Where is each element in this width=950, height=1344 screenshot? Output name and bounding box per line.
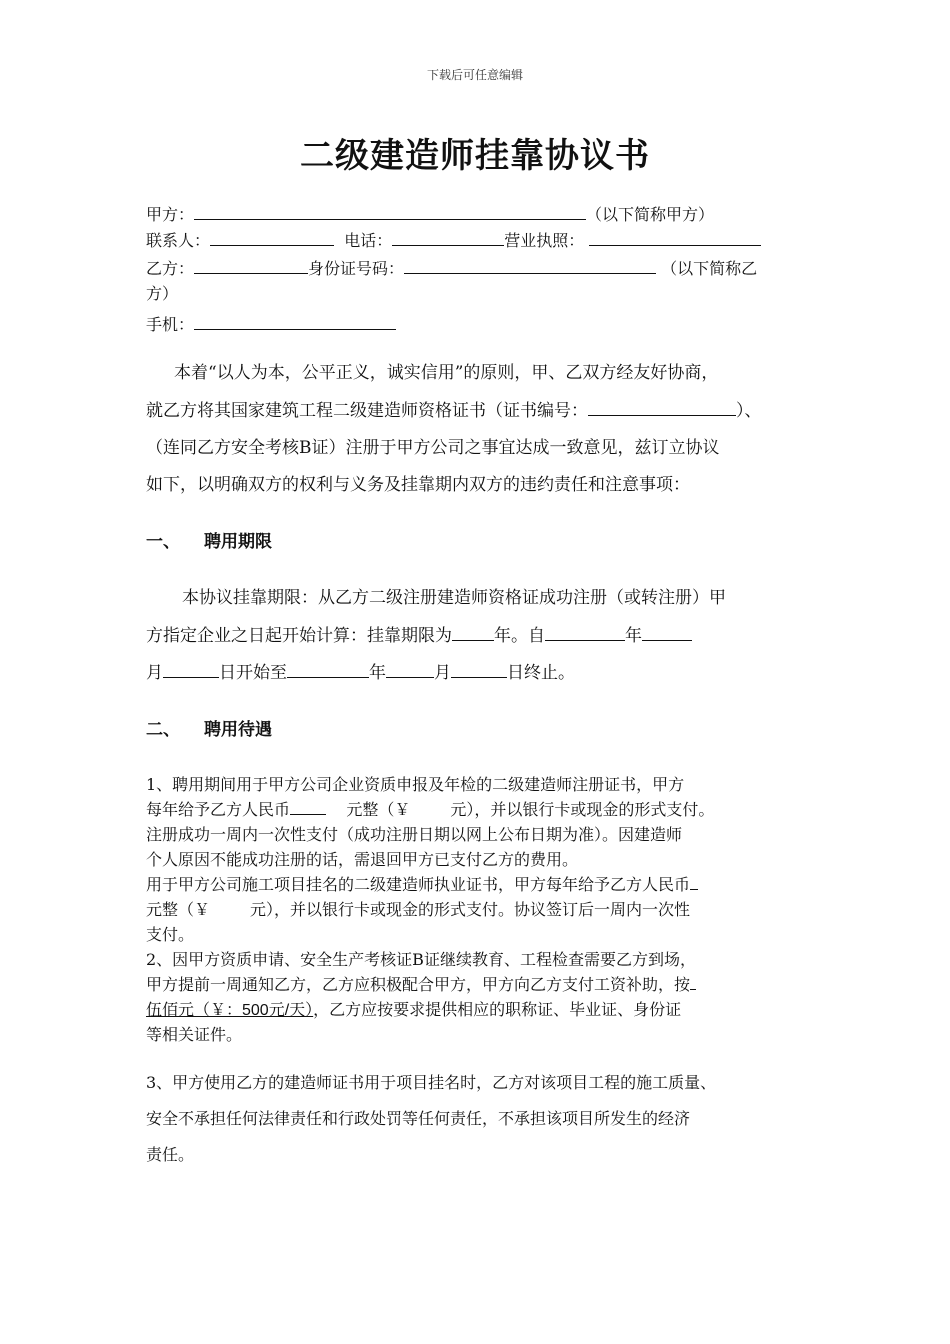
annual-fee-blank[interactable]: [290, 799, 326, 815]
end-month-blank[interactable]: [386, 662, 434, 678]
intro-line-1: 本着“以人为本，公平正义，诚实信用”的原则，甲、乙双方经友好协商，: [174, 363, 719, 383]
section-1-heading: [146, 527, 272, 552]
year-label: 年: [625, 626, 642, 646]
intro-line-2: [146, 396, 762, 421]
phone-label: 电话：: [344, 231, 393, 250]
clause-2-text-2: 甲方提前一周通知乙方，乙方应积极配合甲方，甲方向乙方支付工资补助，按: [146, 975, 691, 994]
clause-2-line-1: 2、因甲方资质申请、安全生产考核证B证继续教育、工程检查需要乙方到场，: [146, 950, 696, 969]
clause-1-text-5: 用于甲方公司施工项目挂名的二级建造师执业证书，甲方每年给予乙方人民币: [146, 875, 691, 894]
intro-line-3: （连同乙方安全考核B证）注册于甲方公司之事宜达成一致意见，兹订立协议: [146, 438, 720, 458]
clause-2-line-4: 等相关证件。: [146, 1025, 243, 1044]
mobile-label: 手机：: [146, 315, 195, 334]
clause-1-line-7: 支付。: [146, 925, 195, 944]
end-year-blank[interactable]: [287, 662, 369, 678]
id-blank[interactable]: [404, 258, 656, 274]
yuan-label: 元整（￥: [346, 800, 411, 819]
party-b-blank[interactable]: [194, 258, 308, 274]
daily-allowance-amount: 伍佰元（￥：500元/天）: [146, 1002, 314, 1019]
clause-1-line-4: 个人原因不能成功注册的话，需退回甲方已支付乙方的费用。: [146, 850, 579, 869]
page-header: 下载后可任意编辑: [426, 68, 523, 82]
clause-2-line-3: [146, 997, 681, 1020]
clause-1-line-1: 1、聘用期间用于甲方公司企业资质申报及年检的二级建造师注册证书，甲方: [146, 775, 685, 794]
year-label: 年: [494, 626, 511, 646]
clause-3-line-3: 责任。: [146, 1145, 195, 1164]
certificate-number-blank[interactable]: [588, 400, 736, 416]
clause-1-line-2: [146, 797, 714, 820]
from-label: 。自: [511, 626, 545, 646]
clause-2-blank: [690, 974, 696, 990]
clause-1-line-3: 注册成功一周内一次性支付（成功注册日期以网上公布日期为准）。因建造师: [146, 825, 683, 844]
contact-line: [146, 228, 761, 251]
end-day-blank[interactable]: [451, 662, 507, 678]
section-1-title: 聘用期限: [204, 532, 272, 552]
contact-blank[interactable]: [210, 230, 334, 246]
start-day-blank[interactable]: [163, 662, 219, 678]
party-b-line: [146, 256, 757, 279]
party-a-label: 甲方：: [146, 205, 195, 224]
document-title: 二级建造师挂靠协议书: [300, 136, 650, 176]
month-label: 月: [434, 663, 451, 683]
year-label: 年: [369, 663, 386, 683]
intro-line-4: 如下，以明确双方的权利与义务及挂靠期内双方的违约责任和注意事项：: [146, 475, 690, 495]
clause-3-line-2: 安全不承担任何法律责任和行政处罚等任何责任，不承担该项目所发生的经济: [146, 1109, 691, 1128]
contact-label: 联系人：: [146, 231, 211, 250]
payment-text-2: 元），并以银行卡或现金的形式支付。协议签订后一周内一次性: [250, 900, 691, 919]
project-fee-blank[interactable]: [690, 874, 698, 890]
party-a-blank[interactable]: [194, 204, 586, 220]
party-b-label: 乙方：: [146, 259, 195, 278]
section-2-number: 二、: [146, 720, 180, 740]
section-2-heading: [146, 715, 272, 740]
license-label: 营业执照：: [504, 231, 585, 250]
party-b-suffix-continued: 方）: [146, 284, 179, 303]
clause-3-line-1: 3、甲方使用乙方的建造师证书用于项目挂名时，乙方对该项目工程的施工质量、: [146, 1073, 717, 1092]
yuan-label-2: 元整（￥: [146, 900, 211, 919]
term-years-blank[interactable]: [452, 625, 494, 641]
party-a-line: [146, 202, 714, 225]
payment-method-text: 元），并以银行卡或现金的形式支付。: [450, 800, 715, 819]
clause-1-text: 每年给予乙方人民币: [146, 800, 291, 819]
license-blank[interactable]: [589, 230, 761, 246]
section-2-title: 聘用待遇: [204, 720, 272, 740]
section-1-line-3: [146, 658, 575, 683]
intro-line-2-text: 就乙方将其国家建筑工程二级建造师资格证书（证书编号：: [146, 401, 588, 421]
party-b-suffix: （以下简称乙: [661, 259, 758, 278]
section-1-line-2: [146, 621, 692, 646]
start-month-blank[interactable]: [642, 625, 692, 641]
section-1-line-1: 本协议挂靠期限：从乙方二级注册建造师资格证成功注册（或转注册）甲: [182, 588, 726, 608]
end-day-text: 日终止。: [507, 663, 575, 683]
intro-line-2-end: ）、: [736, 401, 762, 421]
term-text: 方指定企业之日起开始计算：挂靠期限为: [146, 626, 452, 646]
clause-2-line-2: [146, 972, 696, 995]
id-label: 身份证号码：: [308, 259, 405, 278]
section-1-number: 一、: [146, 532, 180, 552]
mobile-blank[interactable]: [194, 314, 396, 330]
mobile-line: [146, 312, 396, 335]
clause-2-text-3: ，乙方应按要求提供相应的职称证、毕业证、身份证: [313, 1000, 682, 1019]
phone-blank[interactable]: [392, 230, 504, 246]
clause-1-line-6: [146, 897, 690, 920]
start-day-text: 日开始至: [219, 663, 287, 683]
party-a-suffix: （以下简称甲方）: [586, 205, 715, 224]
month-label: 月: [146, 663, 163, 683]
clause-1-line-5: [146, 872, 698, 895]
start-year-blank[interactable]: [545, 625, 625, 641]
